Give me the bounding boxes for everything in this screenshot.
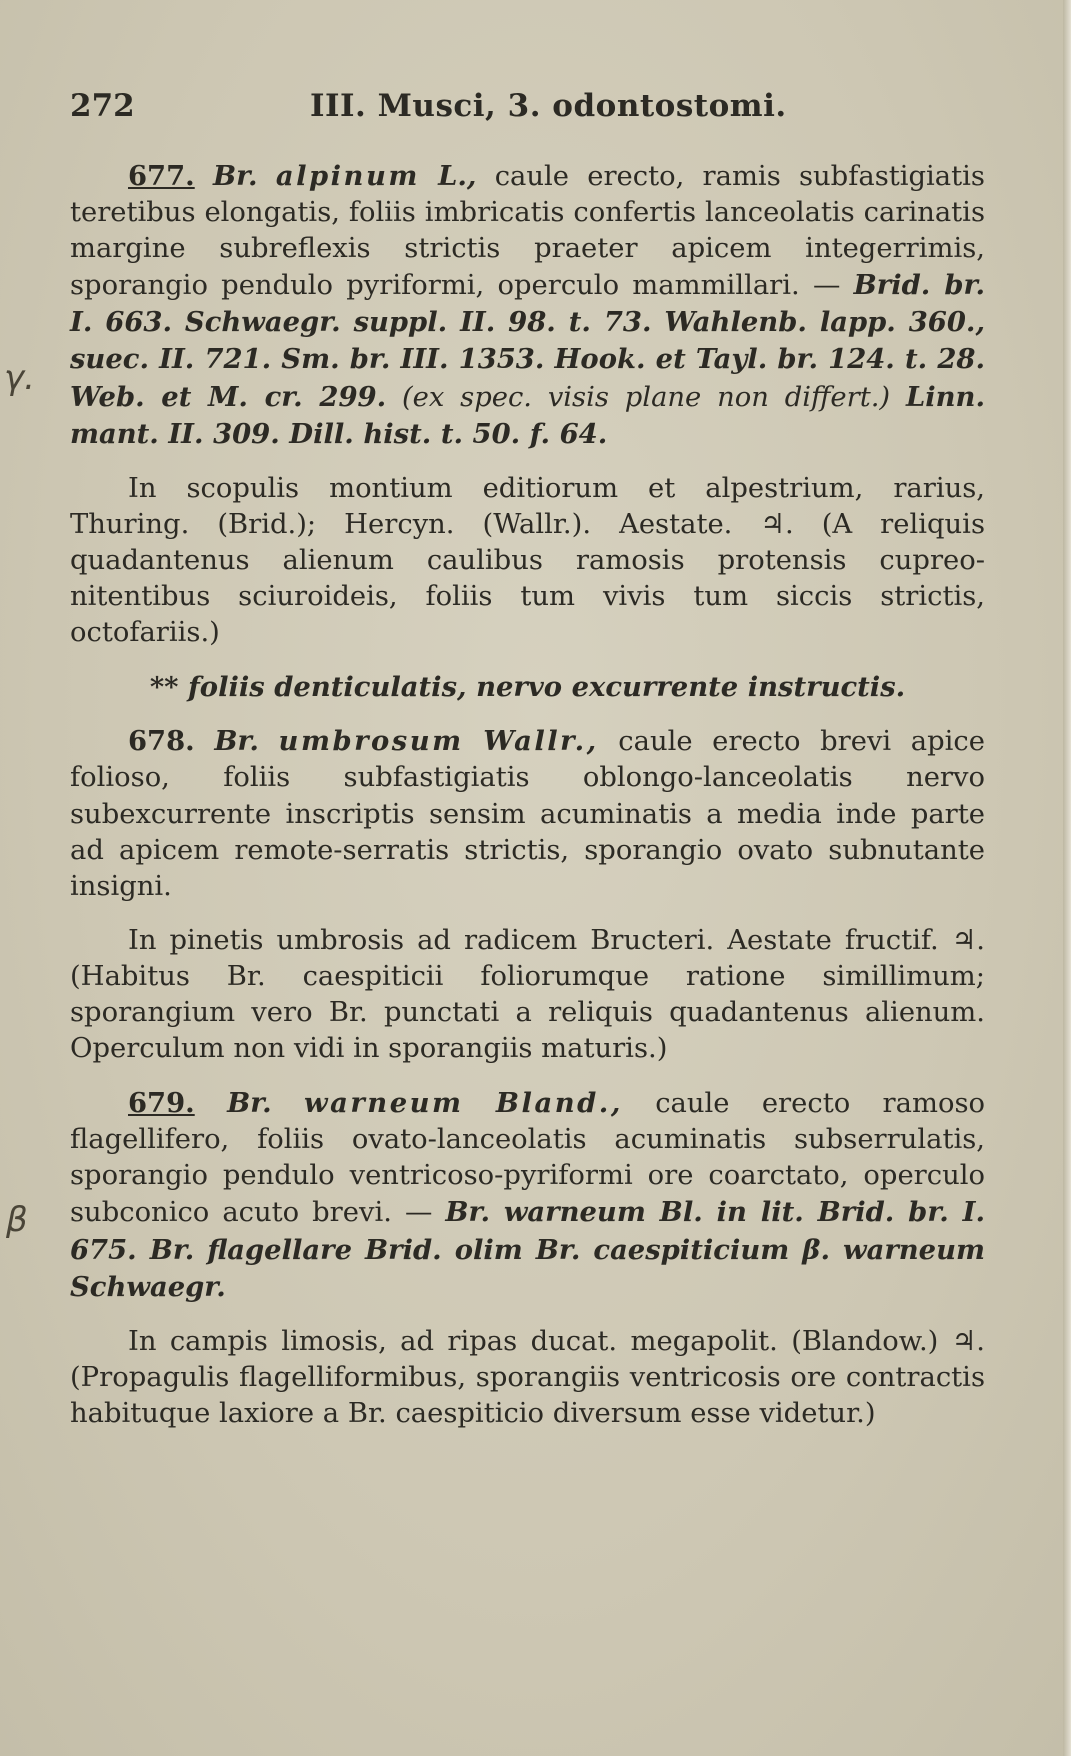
species-name: alpinum bbox=[275, 160, 420, 192]
author: L., bbox=[438, 160, 477, 192]
references-note: (ex spec. visis plane non differt.) bbox=[401, 381, 891, 413]
species-name: warneum bbox=[304, 1087, 464, 1120]
genus: Br. bbox=[214, 725, 259, 758]
entry-678-habitat: In pinetis umbrosis ad radicem Bructeri. Aestate fructif. ♃. (Habitus Br. caespiticii foliorumque ratione simillimum; sporangium vero Br. punctati a reliquis quadantenus alienum. Operculum non vidi in sporangiis maturis.) bbox=[70, 924, 985, 1065]
margin-note-gamma: γ. bbox=[4, 358, 35, 398]
entry-number: 678. bbox=[128, 725, 195, 758]
description: caule erecto brevi apice folioso, foliis subfastigiatis oblongo-lanceolatis nervo subexcurrente inscriptis sensim acuminatis a media inde parte ad apicem remote-serratis strictis, sporangio ovato subnutante insigni. bbox=[70, 726, 985, 902]
page-number: 272 bbox=[70, 88, 135, 124]
genus: Br. bbox=[227, 1087, 272, 1120]
entry-678-diagnosis bbox=[70, 723, 985, 904]
references-tail: Linn. mant. II. 309. Dill. hist. t. 50. f. 64. bbox=[70, 380, 985, 450]
running-head: III. Musci, 3. odontostomi. bbox=[310, 88, 787, 124]
author: Bland., bbox=[495, 1087, 623, 1120]
entry-677-diagnosis bbox=[70, 158, 985, 453]
species-name: umbrosum bbox=[278, 725, 464, 758]
entry-679-diagnosis bbox=[70, 1085, 985, 1306]
entry-number: 677. bbox=[128, 160, 195, 192]
entry-679-habitat: In campis limosis, ad ripas ducat. megapolit. (Blandow.) ♃. (Propagulis flagelliformibus, sporangiis ventricosis ore contractis habituque laxiore a Br. caespiticio diversum esse videtur.) bbox=[70, 1325, 985, 1429]
references: Br. warneum Bl. in lit. Brid. br. I. 675. Br. flagellare Brid. olim Br. caespiticium β. warneum Schwaegr. bbox=[70, 1196, 985, 1303]
description: caule erecto, ramis subfastigiatis teretibus elongatis, foliis imbricatis confertis lanceolatis carinatis margine subreflexis strictis praeter apicem integerrimis, sporangio pendulo pyriformi, operculo mammillari. — bbox=[70, 161, 985, 302]
margin-note-beta: β bbox=[6, 1200, 28, 1240]
references: Brid. br. I. 663. Schwaegr. suppl. II. 98. t. 73. Wahlenb. lapp. 360., suec. II. 721. Sm. br. III. 1353. Hook. et Tayl. br. 124. t. 28. Web. et M. cr. 299. bbox=[70, 269, 985, 413]
author: Wallr., bbox=[483, 725, 599, 758]
section-heading: ** foliis denticulatis, nervo excurrente instructis. bbox=[149, 671, 906, 704]
entry-677-habitat: In scopulis montium editiorum et alpestrium, rarius, Thuring. (Brid.); Hercyn. (Wallr.). Aestate. ♃. (A reliquis quadantenus alienum caulibus ramosis protensis cupreo-nitentibus sciuroideis, foliis tum vivis tum siccis strictis, octofariis.) bbox=[70, 472, 985, 649]
genus: Br. bbox=[212, 160, 258, 192]
description: caule erecto ramoso flagellifero, foliis ovato-lanceolatis acuminatis subserrulatis, sporangio pendulo ventricoso-pyriformi ore coarctato, operculo subconico acuto brevi. — bbox=[70, 1088, 985, 1229]
entry-number: 679. bbox=[128, 1087, 195, 1120]
page-edge bbox=[1063, 0, 1071, 1756]
page-body bbox=[70, 158, 985, 1432]
